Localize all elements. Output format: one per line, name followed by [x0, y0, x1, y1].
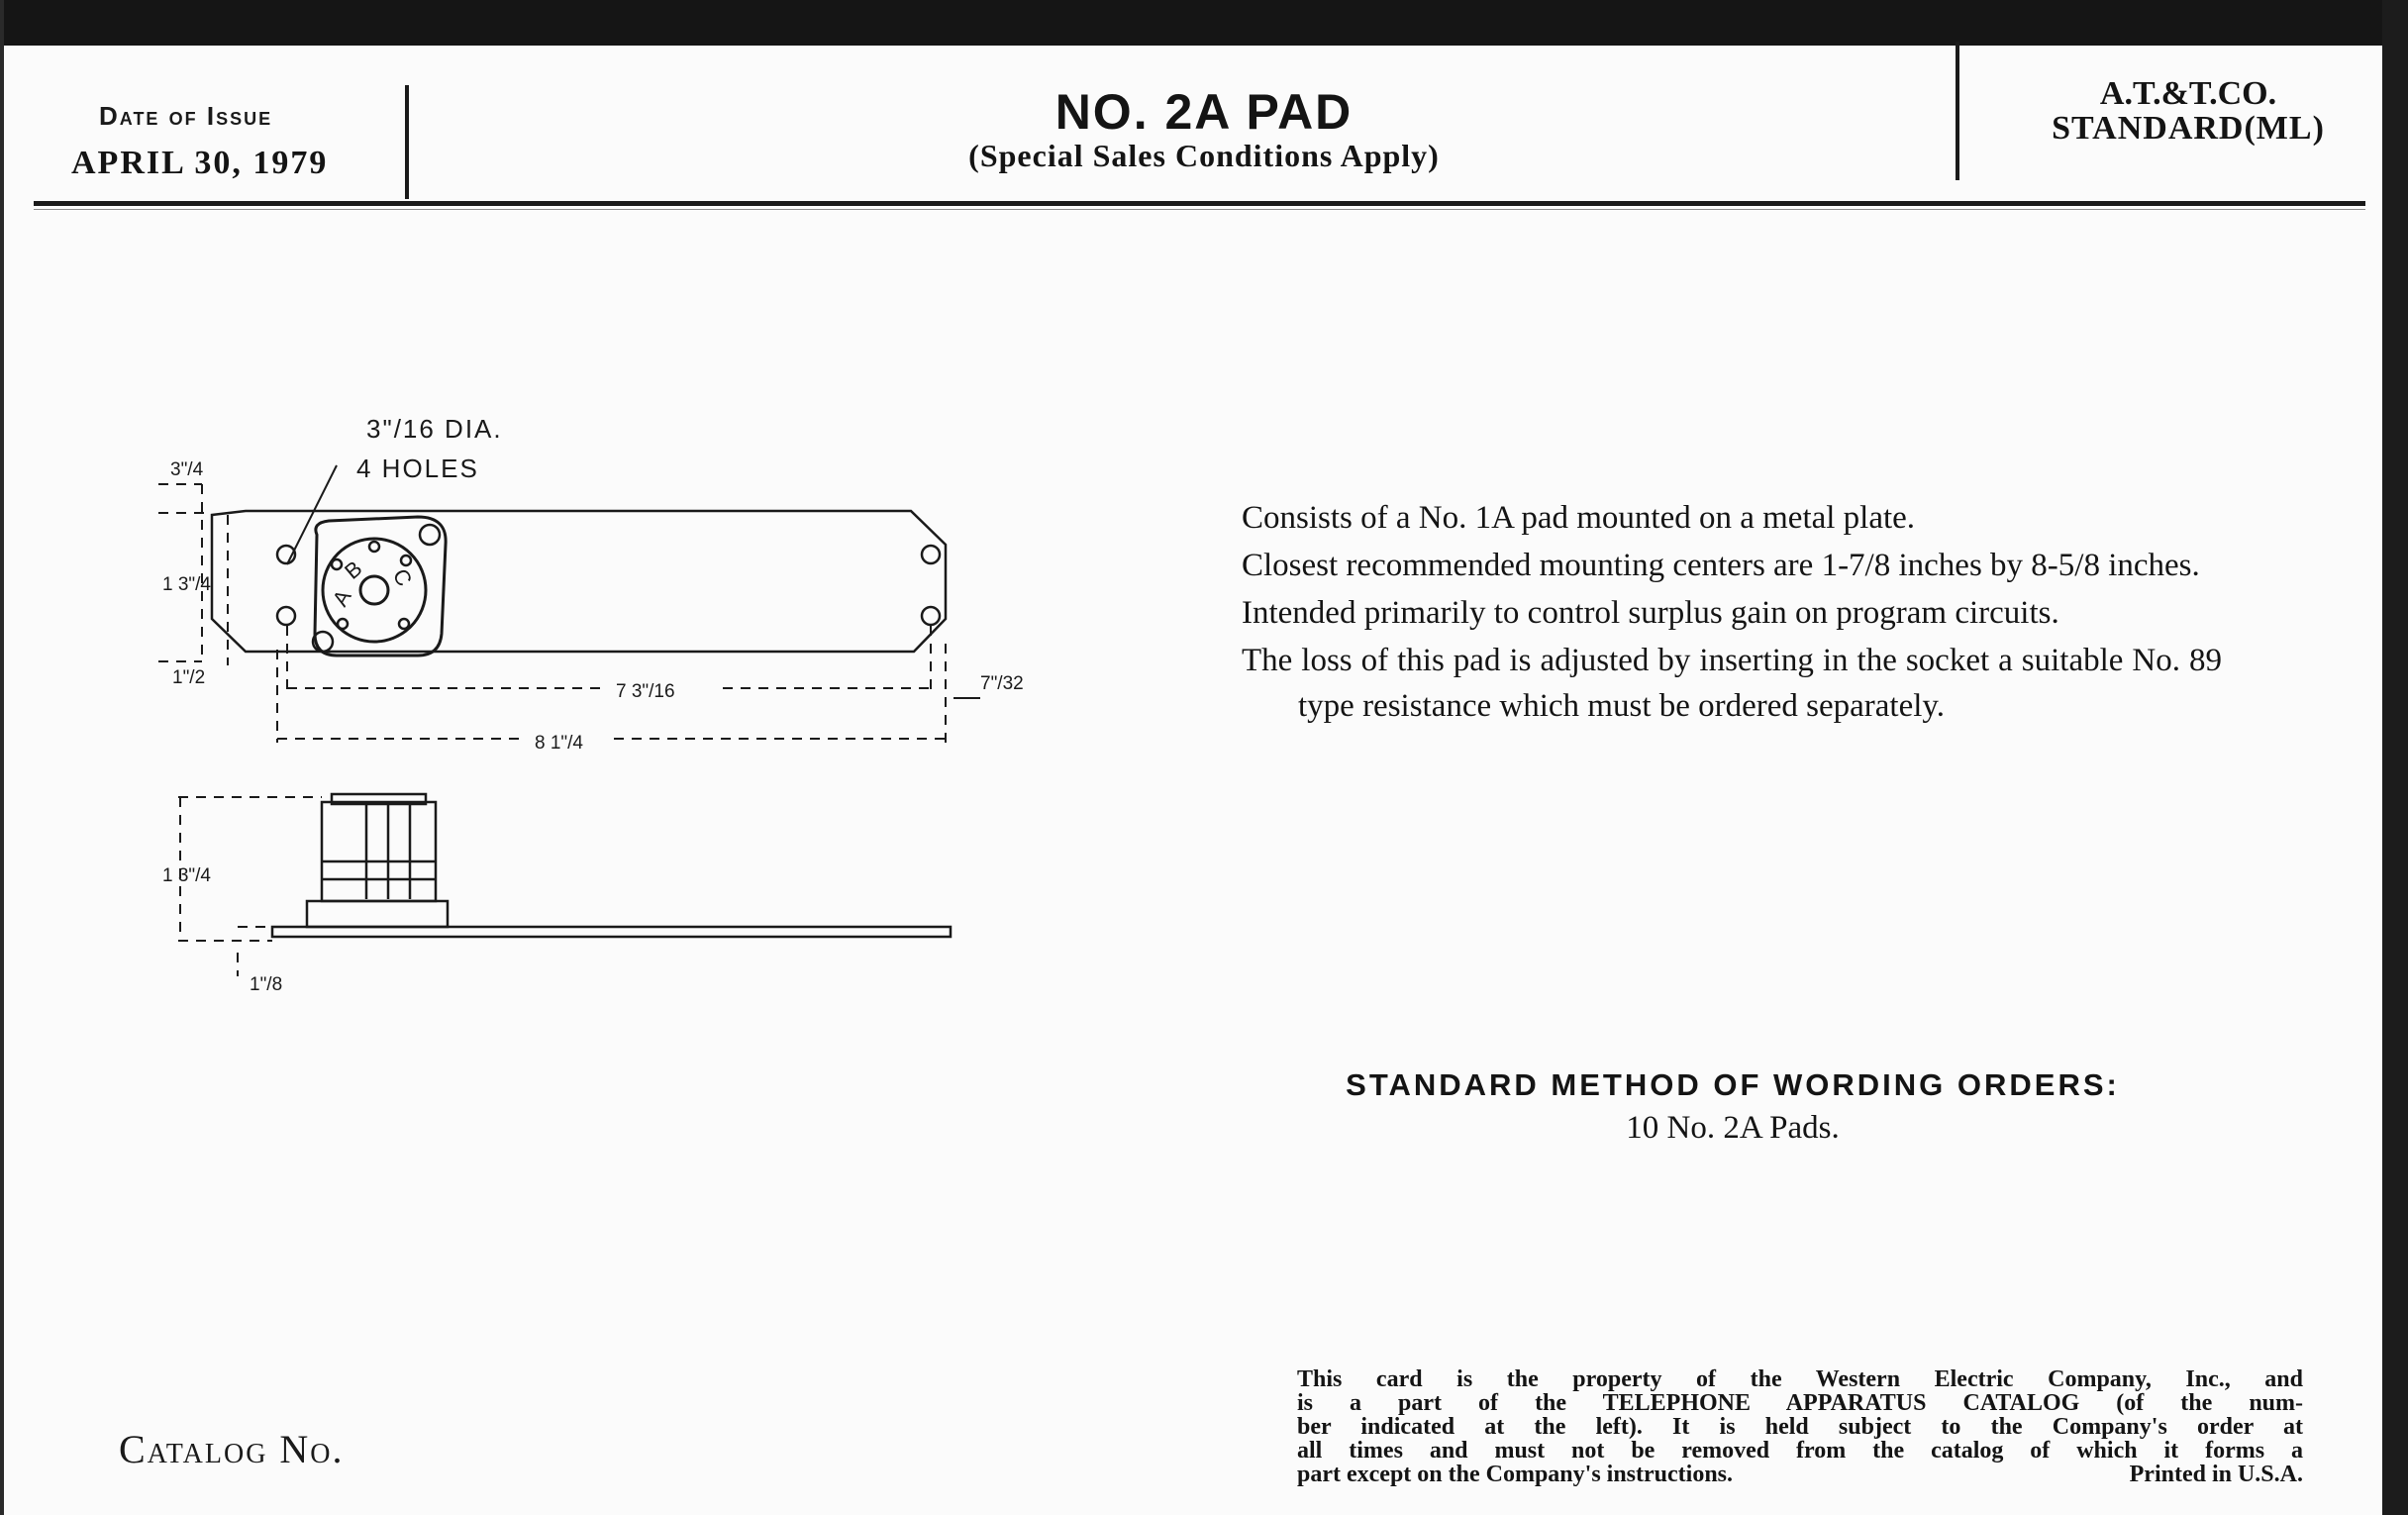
mounting-hole — [922, 546, 940, 563]
dim-side-height: 1 3"/4 — [162, 865, 212, 886]
scan-top-border — [0, 0, 2408, 46]
standard-company: A.T.&T.CO. — [2099, 75, 2277, 112]
socket-letter-c: C — [387, 564, 418, 591]
ordering-heading: STANDARD METHOD OF WORDING ORDERS: — [1346, 1067, 2120, 1102]
notice-line: is a part of the TELEPHONE APPARATUS CATALOG (of the num- — [1297, 1390, 2303, 1416]
socket-center — [360, 576, 388, 604]
socket-pin — [369, 542, 379, 552]
property-notice — [1297, 1367, 2303, 1486]
hole-size-label: 3"/16 DIA. — [366, 414, 503, 444]
hole-count-label: 4 HOLES — [356, 454, 479, 483]
printed-in-label: Printed in U.S.A. — [2129, 1462, 2303, 1487]
socket-screw — [420, 525, 440, 545]
notice-line: This card is the property of the Western Electric Company, Inc., and — [1297, 1366, 2303, 1392]
notice-last-line — [1297, 1463, 2303, 1486]
plate-outline — [212, 511, 946, 652]
description-paragraph: Consists of a No. 1A pad mounted on a metal plate. — [1242, 500, 1916, 536]
header-rule-thin — [34, 209, 2365, 210]
pad-technical-drawing — [158, 396, 1050, 1030]
description-paragraph: Closest recommended mounting centers are 1-7/8 inches by 8-5/8 inches. — [1242, 548, 2200, 583]
catalog-number-label: Catalog No. — [119, 1427, 345, 1471]
dim-seven-thirtysecond: 7"/32 — [980, 673, 1024, 694]
mounting-hole — [277, 607, 295, 625]
notice-line: ber indicated at the left). It is held subject to the Company's order at — [1297, 1414, 2303, 1440]
page-title: NO. 2A PAD — [1054, 84, 1354, 140]
description-paragraph: The loss of this pad is adjusted by inserting in the socket a suitable No. 89 type resistance which must be ordered separately. — [1242, 643, 2222, 724]
header-rule — [34, 201, 2365, 206]
description-paragraph: Intended primarily to control surplus gain on program circuits. — [1242, 595, 2059, 631]
page-subtitle: (Special Sales Conditions Apply) — [968, 138, 1440, 173]
dim-one-three-quarter: 1 3"/4 — [162, 574, 212, 595]
notice-line: part except on the Company's instructions. — [1297, 1462, 1734, 1487]
mounting-hole — [922, 607, 940, 625]
description — [1242, 495, 2222, 729]
date-of-issue-value: APRIL 30, 1979 — [71, 145, 329, 181]
ordering-example: 10 No. 2A Pads. — [1626, 1110, 1840, 1146]
notice-line: all times and must not be removed from the catalog of which it forms a — [1297, 1438, 2303, 1464]
date-of-issue-label: Date of Issue — [99, 101, 273, 131]
dim-one-eighth: 1"/8 — [250, 974, 283, 995]
socket-letter-b: B — [340, 556, 367, 584]
side-socket-body — [322, 802, 436, 901]
dim-one-half: 1"/2 — [172, 667, 206, 688]
side-plate — [272, 927, 951, 937]
socket-pin — [338, 619, 348, 629]
scan-right-border — [2382, 0, 2408, 1515]
socket-letter-a: A — [327, 585, 356, 611]
standard-designation: STANDARD(ML) — [2052, 110, 2325, 147]
dim-seven-three-sixteenth: 7 3"/16 — [616, 681, 675, 702]
dim-eight-quarter: 8 1"/4 — [535, 733, 584, 754]
dim-three-quarter: 3"/4 — [170, 459, 204, 480]
side-base — [307, 901, 448, 927]
socket-pin — [399, 619, 409, 629]
